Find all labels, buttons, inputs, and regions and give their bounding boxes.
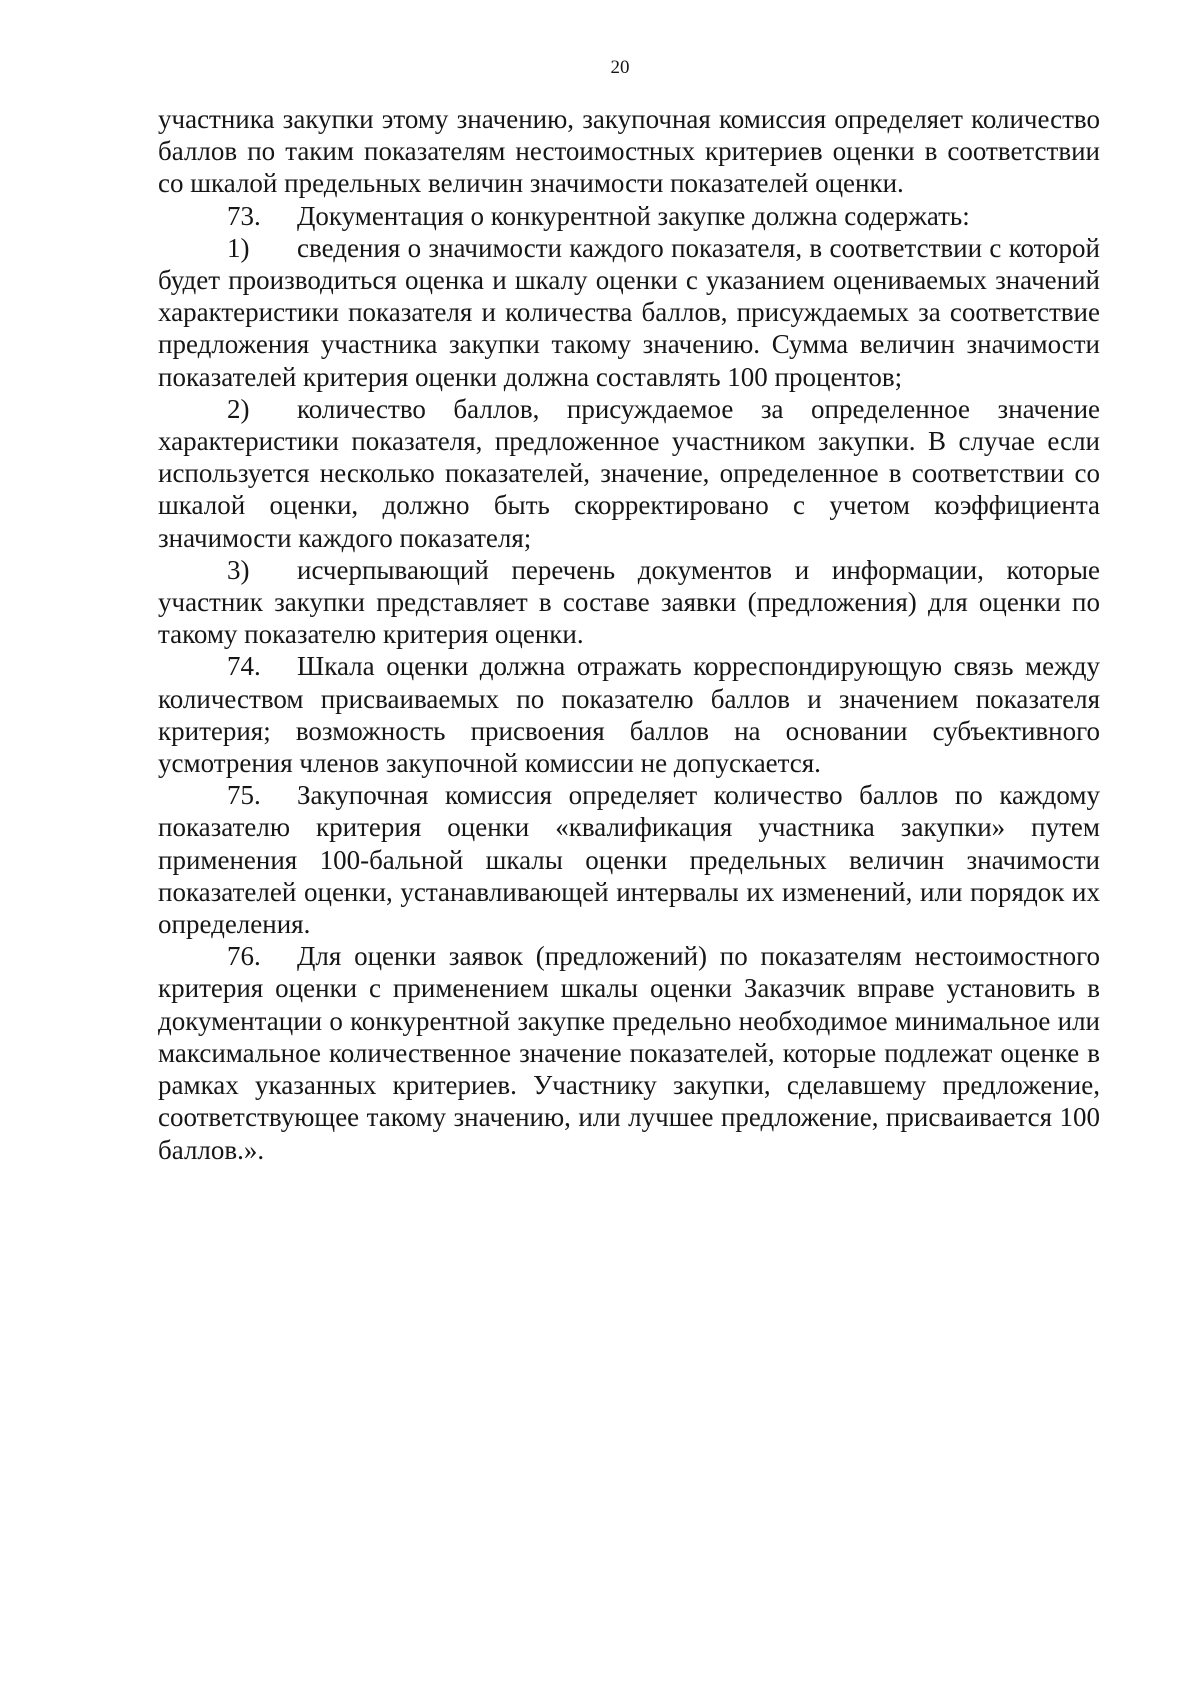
paragraph-number: 75. <box>227 780 261 811</box>
list-item-2 <box>158 393 1100 554</box>
paragraph-text: Шкала оценки должна отражать корреспондирующую связь между количеством присваиваемых по показателю баллов и значением показателя критерия; возможность присвоения баллов на основании субъективного усмотрения членов закупочной комиссии не допускается. <box>158 651 1100 779</box>
paragraph-number: 74. <box>227 651 261 682</box>
list-item-number: 2) <box>227 393 250 424</box>
paragraph-number: 73. <box>227 200 261 231</box>
list-item-text: количество баллов, присуждаемое за определенное значение характеристики показателя, предложенное участником закупки. В случае если используется несколько показателей, значение, определенное в соответствии со шкалой оценки, должно быть скорректировано с учетом коэффициента значимости каждого показателя; <box>158 393 1100 553</box>
paragraph-74 <box>158 650 1100 779</box>
list-item-number: 1) <box>227 232 250 263</box>
list-item-number: 3) <box>227 554 250 585</box>
page-number: 20 <box>610 57 630 78</box>
list-item-text: исчерпывающий перечень документов и информации, которые участник закупки представляет в составе заявки (предложения) для оценки по такому показателю критерия оценки. <box>158 554 1100 650</box>
paragraph-73 <box>158 200 1100 232</box>
paragraph-number: 76. <box>227 941 261 972</box>
paragraph-76 <box>158 940 1100 1165</box>
document-body <box>158 103 1100 1166</box>
paragraph-text: Документация о конкурентной закупке должна содержать: <box>297 200 970 231</box>
list-item-text: сведения о значимости каждого показателя, в соответствии с которой будет производиться оценка и шкалу оценки с указанием оцениваемых значений характеристики показателя и количества баллов, присуждаемых за соответствие предложения участника закупки такому значению. Сумма величин значимости показателей критерия оценки должна составлять 100 процентов; <box>158 232 1100 392</box>
paragraph-text: Закупочная комиссия определяет количество баллов по каждому показателю критерия оценки «квалификация участника закупки» путем применения 100-бальной шкалы оценки предельных величин значимости показателей оценки, устанавливающей интервалы их изменений, или порядок их определения. <box>158 780 1100 940</box>
paragraph-text: участника закупки этому значению, закупочная комиссия определяет количество баллов по таким показателям нестоимостных критериев оценки в соответствии со шкалой предельных величин значимости показателей оценки. <box>158 104 1100 199</box>
paragraph-75 <box>158 779 1100 940</box>
paragraph-continuation <box>158 103 1100 200</box>
paragraph-text: Для оценки заявок (предложений) по показателям нестоимостного критерия оценки с применением шкалы оценки Заказчик вправе установить в документации о конкурентной закупке предельно необходимое минимальное или максимальное количественное значение показателей, которые подлежат оценке в рамках указанных критериев. Участнику закупки, сделавшему предложение, соответствующее такому значению, или лучшее предложение, присваивается 100 баллов.». <box>158 941 1100 1165</box>
list-item-3 <box>158 554 1100 651</box>
list-item-1 <box>158 232 1100 393</box>
